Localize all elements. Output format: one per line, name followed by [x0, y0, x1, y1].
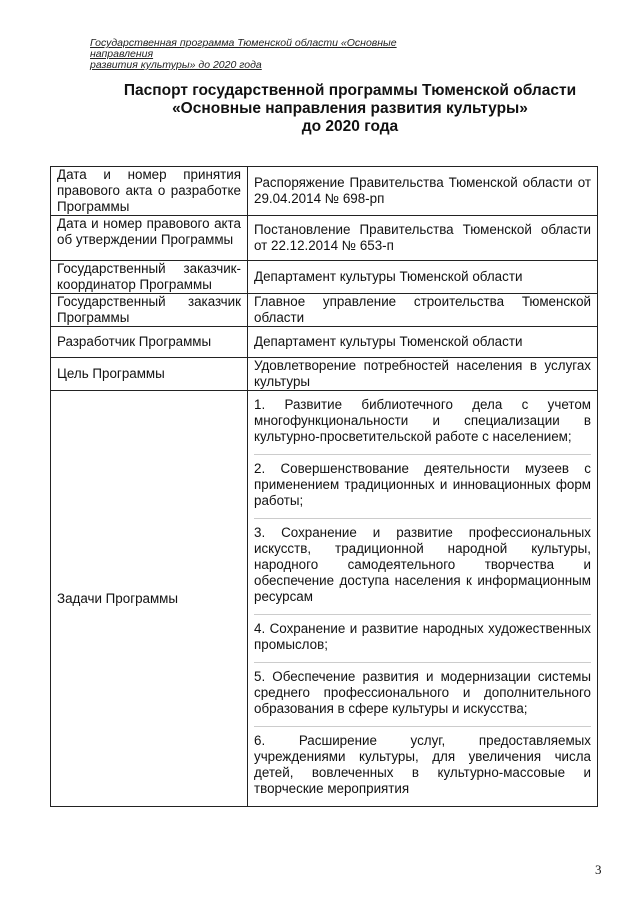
running-header-line-2: развития культуры» до 2020 года — [90, 59, 262, 71]
row-value: Распоряжение Правительства Тюменской области от 29.04.2014 № 698-рп — [248, 167, 598, 216]
table-row — [51, 358, 598, 391]
page-number: 3 — [595, 862, 602, 877]
passport-table — [50, 166, 598, 807]
row-value: Департамент культуры Тюменской области — [248, 327, 598, 358]
table-row — [51, 294, 598, 327]
tasks-list — [248, 391, 598, 807]
row-value: Удовлетворение потребностей населения в услугах культуры — [248, 358, 598, 391]
document-title — [60, 82, 640, 136]
table-row — [51, 327, 598, 358]
row-label: Дата и номер принятия правового акта о разработке Программы — [51, 167, 248, 216]
row-label: Дата и номер правового акта об утверждении Программы — [51, 216, 248, 261]
row-label: Государственный заказчик-координатор Программы — [51, 261, 248, 294]
title-line-1: Паспорт государственной программы Тюменской области — [123, 82, 577, 99]
running-header-line-1: Государственная программа Тюменской области «Основные направления — [90, 37, 397, 60]
tasks-label: Задачи Программы — [51, 391, 248, 807]
title-line-3: до 2020 года — [301, 118, 399, 135]
task-item: 4. Сохранение и развитие народных художественных промыслов; — [254, 614, 591, 662]
row-value: Постановление Правительства Тюменской области от 22.12.2014 № 653-п — [248, 216, 598, 261]
row-value: Главное управление строительства Тюменской области — [248, 294, 598, 327]
row-label: Разработчик Программы — [51, 327, 248, 358]
row-label: Цель Программы — [51, 358, 248, 391]
table-row — [51, 261, 598, 294]
task-item: 3. Сохранение и развитие профессиональных искусств, традиционной народной культуры, народного самодеятельного творчества и обеспечение доступа населения к информационным ресурсам — [254, 518, 591, 614]
row-label: Государственный заказчик Программы — [51, 294, 248, 327]
running-header — [90, 38, 450, 71]
task-item: 6. Расширение услуг, предоставляемых учреждениями культуры, для увеличения числа детей, вовлеченных в культурно-массовые и творческие мероприятия — [254, 726, 591, 806]
table-row — [51, 216, 598, 261]
task-item: 1. Развитие библиотечного дела с учетом многофункциональности и специализации в культурно-просветительской работе с населением; — [254, 397, 591, 444]
table-row — [51, 167, 598, 216]
row-value: Департамент культуры Тюменской области — [248, 261, 598, 294]
title-line-2: «Основные направления развития культуры» — [172, 100, 528, 117]
table-row-tasks — [51, 391, 598, 807]
task-item: 2. Совершенствование деятельности музеев с применением традиционных и инновационных форм работы; — [254, 454, 591, 518]
task-item: 5. Обеспечение развития и модернизации системы среднего профессионального и дополнительного образования в сфере культуры и искусства; — [254, 662, 591, 726]
